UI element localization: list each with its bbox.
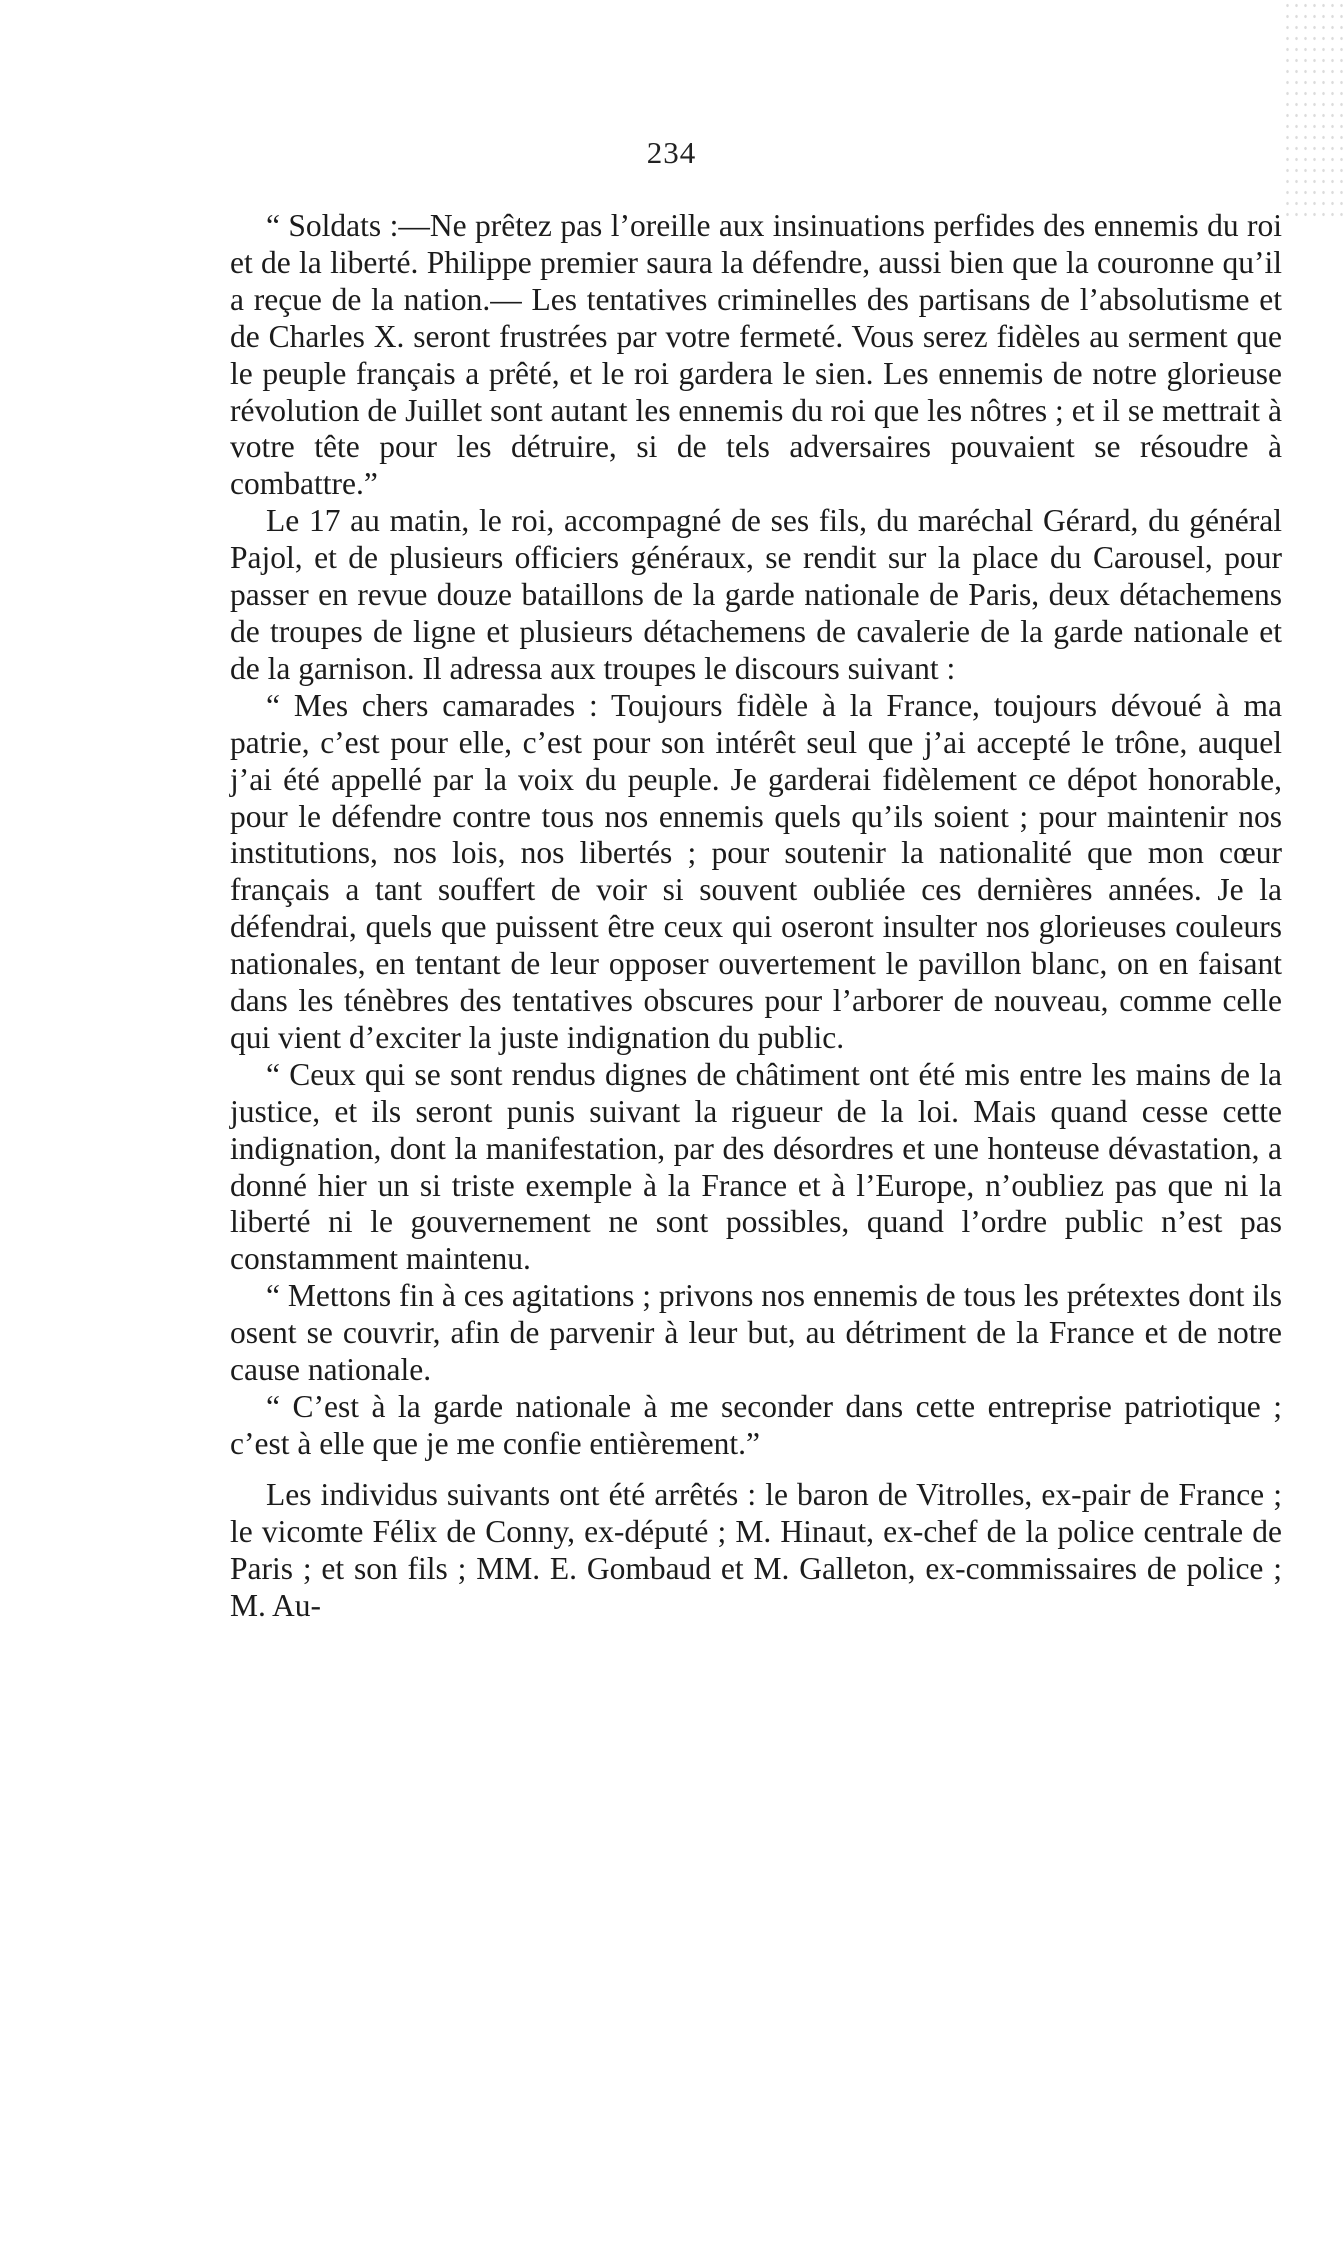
paragraph-kings-speech-4: “ C’est à la garde nationale à me seconder dans cette entreprise patriotique ; c’est à elle que je me confie entièrement.” (230, 1389, 1282, 1461)
paragraph-kings-speech-1: “ Mes chers camarades : Toujours fidèle à la France, toujours dévoué à ma patrie, c’est pour elle, c’est pour son intérêt seul que j’ai accepté le trône, auquel j’ai été appellé par la voix du peuple. Je garderai fidèlement ce dépot honorable, pour le défendre contre tous nos ennemis quels qu’ils soient ; pour maintenir nos institutions, nos lois, nos libertés ; pour soutenir la nationalité que mon cœur français a tant souffert de voir si souvent oubliée ces dernières années. Je la défendrai, quels que puissent être ceux qui oseront insulter nos glorieuses couleurs nationales, en tentant de leur opposer ouvertement le pavillon blanc, on en faisant dans les ténèbres des tentatives obscures pour l’arborer de nouveau, comme celle qui vient d’exciter la juste indignation du public. (230, 687, 1282, 1055)
page-number: 234 (646, 135, 697, 170)
page-body-text (230, 208, 1282, 1624)
paragraph-kings-speech-3: “ Mettons fin à ces agitations ; privons nos ennemis de tous les prétextes dont ils osent se couvrir, afin de parvenir à leur but, au détriment de la France et de notre cause nationale. (230, 1278, 1282, 1388)
paragraph-review-account: Le 17 au matin, le roi, accompagné de ses fils, du maréchal Gérard, du général Pajol, et de plusieurs officiers généraux, se rendit sur la place du Carousel, pour passer en revue douze bataillons de la garde nationale de Paris, deux détachemens de troupes de ligne et plusieurs détachemens de cavalerie de la garde nationale et de la garnison. Il adressa aux troupes le discours suivant : (230, 503, 1282, 686)
paragraph-kings-speech-2: “ Ceux qui se sont rendus dignes de châtiment ont été mis entre les mains de la justice, et ils seront punis suivant la rigueur de la loi. Mais quand cesse cette indignation, dont la manifestation, par des désordres et une honteuse dévastation, a donné hier un si triste exemple à la France et à l’Europe, n’oubliez pas que ni la liberté ni le gouvernement ne sont possibles, quand l’ordre public n’est pas constamment maintenu. (230, 1056, 1282, 1277)
scan-edge-speckle (1283, 0, 1343, 220)
paragraph-soldats-proclamation: “ Soldats :—Ne prêtez pas l’oreille aux insinuations perfides des ennemis du roi et de la liberté. Philippe premier saura la défendre, aussi bien que la couronne qu’il a reçue de la nation.— Les tentatives criminelles des partisans de l’absolutisme et de Charles X. seront frustrées par votre fermeté. Vous serez fidèles au serment que le peuple français a prêté, et le roi gardera le sien. Les ennemis de notre glorieuse révolution de Juillet sont autant les ennemis du roi que les nôtres ; et il se mettrait à votre tête pour les détruire, si de tels adversaires pouvaient se résoudre à combattre.” (230, 208, 1282, 502)
paragraph-arrests: Les individus suivants ont été arrêtés : le baron de Vitrolles, ex-pair de France ; le vicomte Félix de Conny, ex-député ; M. Hinaut, ex-chef de la police centrale de Paris ; et son fils ; MM. E. Gombaud et M. Galleton, ex-commissaires de police ; M. Au- (230, 1476, 1282, 1623)
